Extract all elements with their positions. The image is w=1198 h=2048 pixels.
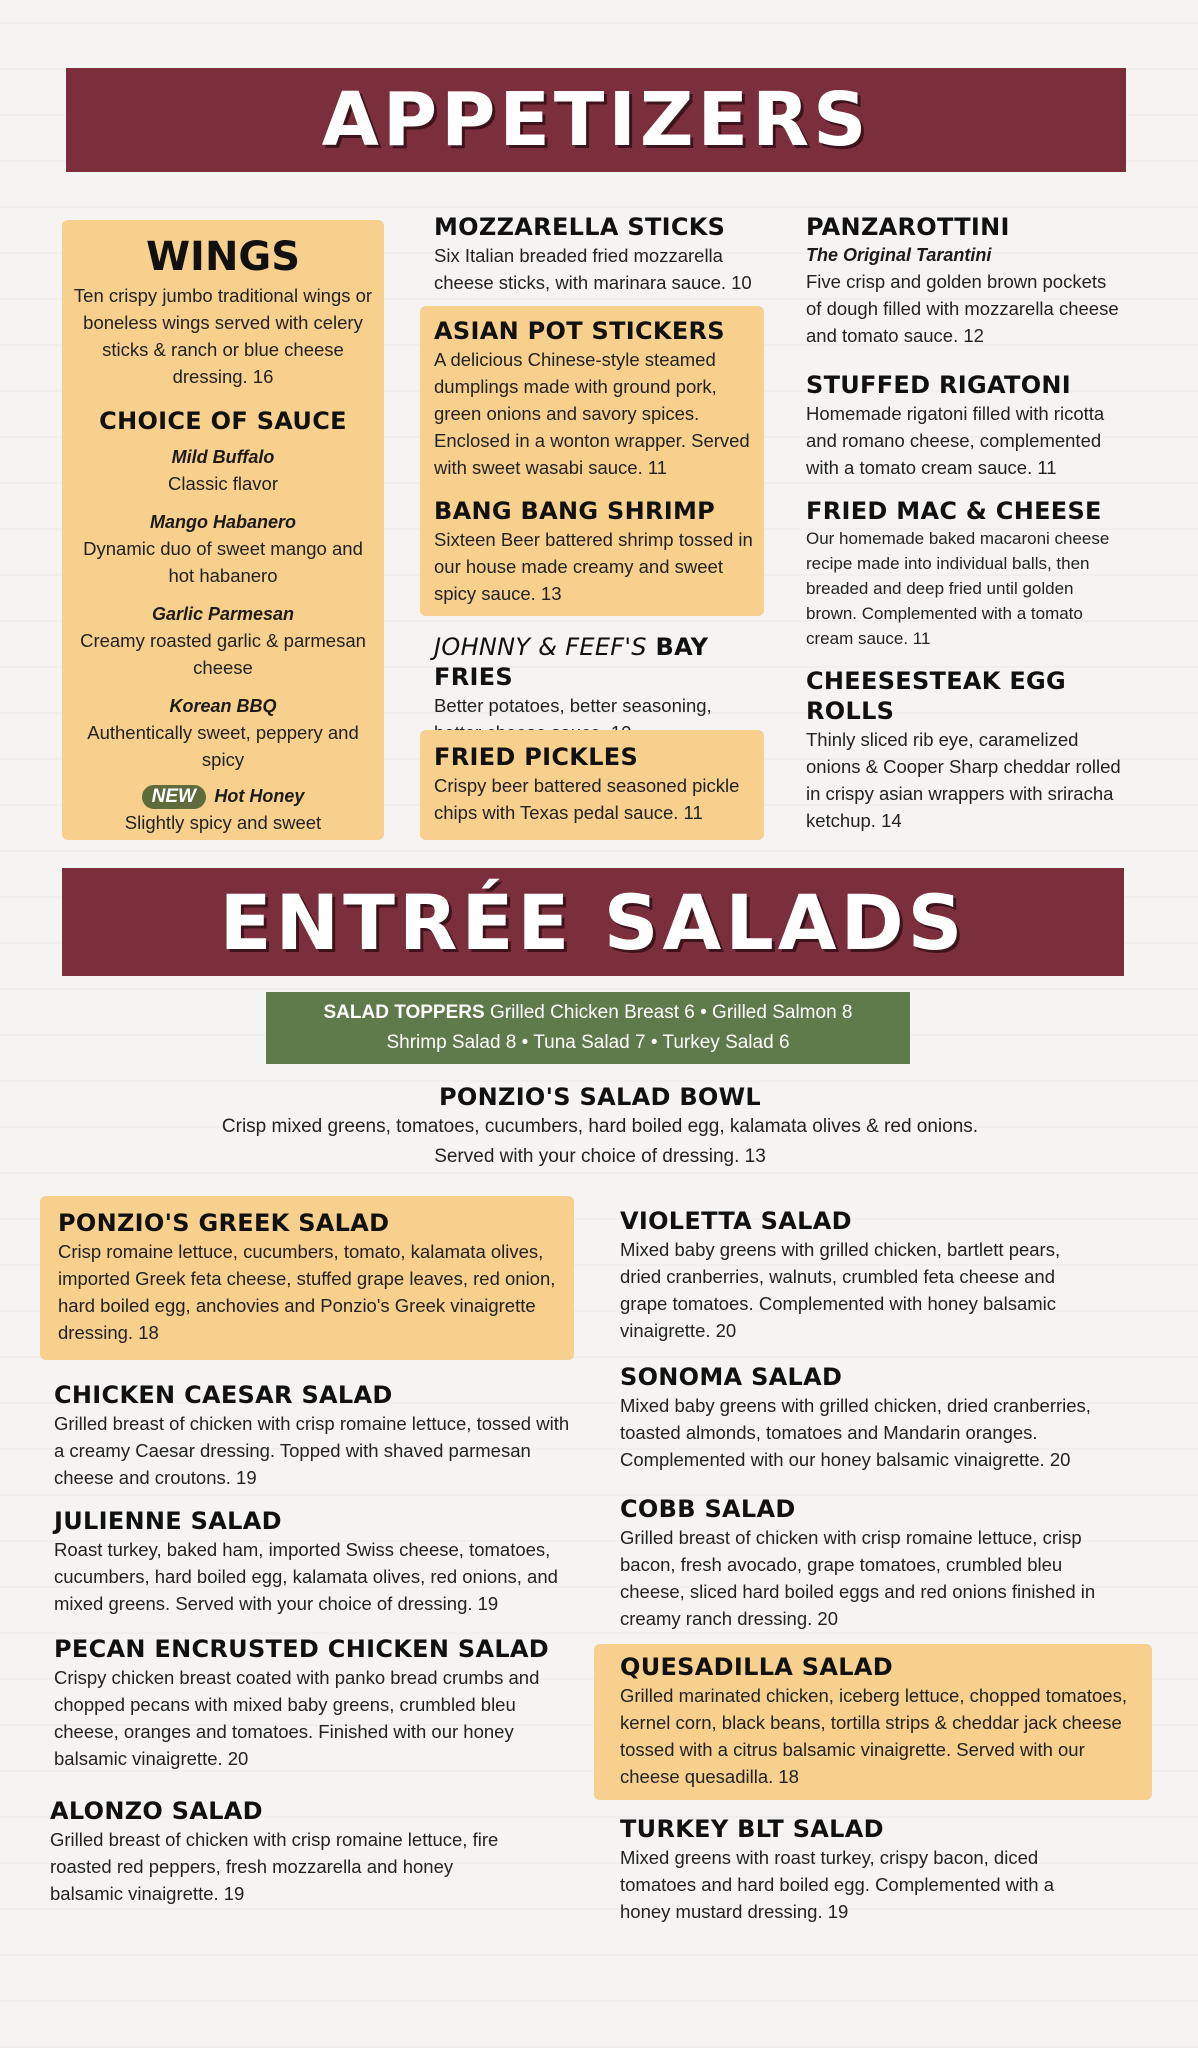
sauce-desc: Creamy roasted garlic & parmesan cheese — [80, 630, 366, 678]
item-subtitle: The Original Tarantini — [806, 245, 992, 265]
item-title — [434, 632, 764, 692]
item-desc: Sixteen Beer battered shrimp tossed in our house made creamy and sweet spicy sauce. 13 — [434, 529, 753, 604]
item-desc: Our homemade baked macaroni cheese recipe made into individual balls, then breaded and deep fried until golden brown. Complemented with a tomato cream sauce. 11 — [806, 529, 1110, 648]
appetizers-banner — [66, 68, 1126, 172]
bay-fries-script-title: JOHNNY & FEEF'S — [434, 633, 647, 661]
item-desc: Mixed greens with roast turkey, crispy bacon, diced tomatoes and hard boiled egg. Complemented with a honey mustard dressing. 19 — [620, 1847, 1054, 1922]
item-desc: Crispy chicken breast coated with panko bread crumbs and chopped pecans with mixed baby greens, crumbled bleu cheese, oranges and tomatoes. Finished with our honey balsamic vinaigrette. 20 — [54, 1667, 540, 1769]
item-title: PONZIO'S SALAD BOWL — [439, 1083, 761, 1111]
new-badge: NEW — [142, 785, 206, 809]
item-desc: Five crisp and golden brown pockets of dough filled with mozzarella cheese and tomato sauce. 12 — [806, 271, 1119, 346]
item-title: BANG BANG SHRIMP — [434, 497, 716, 525]
turkey-blt-salad — [620, 1814, 1060, 1925]
sauce-name: Mango Habanero — [149, 512, 296, 532]
choice-of-sauce-title: CHOICE OF SAUCE — [99, 407, 347, 435]
sauce-name: Garlic Parmesan — [151, 604, 295, 624]
toppers-label: SALAD TOPPERS — [323, 1002, 485, 1023]
item-desc: A delicious Chinese-style steamed dumplings made with ground pork, green onions and savory spices. Enclosed in a wonton wrapper. Served with sweet wasabi sauce. 11 — [434, 349, 750, 478]
ponzios-salad-bowl — [100, 1082, 1100, 1172]
sauce-desc: Dynamic duo of sweet mango and hot habanero — [83, 538, 363, 586]
sauce-desc: Classic flavor — [168, 473, 278, 494]
item-desc: Roast turkey, baked ham, imported Swiss cheese, tomatoes, cucumbers, hard boiled egg, kalamata olives, red onions, and mixed greens. Served with your choice of dressing. 19 — [54, 1539, 558, 1614]
chicken-caesar-salad — [54, 1380, 574, 1491]
item-desc: Better potatoes, better seasoning, — [434, 695, 712, 716]
item-title: MOZZARELLA STICKS — [434, 213, 726, 241]
asian-pot-stickers — [434, 316, 756, 481]
toppers-list-2: Shrimp Salad 8 • Tuna Salad 7 • Turkey Salad 6 — [386, 1032, 790, 1053]
bang-bang-shrimp — [434, 496, 756, 607]
item-title: VIOLETTA SALAD — [620, 1207, 852, 1235]
wings-title: WINGS — [145, 234, 301, 280]
item-desc: Crispy beer battered seasoned pickle chips with Texas pedal sauce. 11 — [434, 775, 740, 823]
item-title: FRIED MAC & CHEESE — [806, 497, 1102, 525]
pecan-encrusted-chicken-salad — [54, 1634, 574, 1772]
panzarottini — [806, 212, 1126, 349]
item-title: PONZIO'S GREEK SALAD — [58, 1209, 390, 1237]
sauce-name: Hot Honey — [214, 786, 305, 806]
fried-pickles — [434, 742, 756, 826]
item-title: CHICKEN CAESAR SALAD — [54, 1381, 393, 1409]
entree-salads-banner — [62, 868, 1124, 976]
sauce-list — [72, 444, 374, 836]
cobb-salad — [620, 1494, 1110, 1632]
stuffed-rigatoni — [806, 370, 1126, 481]
item-desc-2: Served with your choice of dressing. 13 — [434, 1146, 766, 1167]
item-title: JULIENNE SALAD — [54, 1507, 282, 1535]
mozzarella-sticks — [434, 212, 754, 296]
quesadilla-salad — [620, 1652, 1140, 1790]
item-desc: Thinly sliced rib eye, caramelized onions & Cooper Sharp cheddar rolled in crispy asian wrappers with sriracha ketchup. 14 — [806, 729, 1121, 831]
item-title: SONOMA SALAD — [620, 1363, 843, 1391]
salad-toppers — [266, 992, 910, 1064]
entree-salads-title: ENTRÉE SALADS — [219, 877, 967, 967]
item-desc: Mixed baby greens with grilled chicken, dried cranberries, toasted almonds, tomatoes and Mandarin oranges. Complemented with our honey balsamic vinaigrette. 20 — [620, 1395, 1091, 1470]
wings-section — [72, 230, 374, 836]
alonzo-salad — [50, 1796, 510, 1907]
cheesesteak-egg-rolls — [806, 666, 1126, 834]
item-title: ASIAN POT STICKERS — [434, 317, 725, 345]
violetta-salad — [620, 1206, 1100, 1344]
sauce-desc: Slightly spicy and sweet — [124, 812, 322, 833]
toppers-line-1 — [266, 998, 910, 1028]
item-title: STUFFED RIGATONI — [806, 371, 1072, 399]
item-desc: Six Italian breaded fried mozzarella cheese sticks, with marinara sauce. 10 — [434, 245, 752, 293]
item-title: FRIED PICKLES — [434, 743, 639, 771]
wings-desc: Ten crispy jumbo traditional wings or boneless wings served with celery sticks & ranch or blue cheese dressing. 16 — [73, 285, 373, 387]
julienne-salad — [54, 1506, 574, 1617]
item-title: PECAN ENCRUSTED CHICKEN SALAD — [54, 1635, 550, 1663]
hot-honey-row — [72, 783, 374, 809]
toppers-list-1: Grilled Chicken Breast 6 • Grilled Salmon 8 — [489, 1002, 853, 1023]
item-desc: Homemade rigatoni filled with ricotta and romano cheese, complemented with a tomato cream sauce. 11 — [806, 403, 1105, 478]
item-title: QUESADILLA SALAD — [620, 1653, 893, 1681]
appetizers-title: APPETIZERS — [321, 77, 871, 163]
sauce-name: Mild Buffalo — [171, 447, 275, 467]
ponzios-greek-salad — [58, 1208, 564, 1346]
item-desc: Grilled breast of chicken with crisp romaine lettuce, crisp bacon, fresh avocado, grape tomatoes, crumbled bleu cheese, sliced hard boiled eggs and red onions finished in creamy ranch dressing. 20 — [620, 1527, 1096, 1629]
bay-fries-title: BAY FRIES — [434, 633, 709, 691]
item-desc: Grilled breast of chicken with crisp romaine lettuce, tossed with a creamy Caesar dressing. Topped with shaved parmesan cheese and croutons. 19 — [54, 1413, 570, 1488]
fried-mac-cheese — [806, 496, 1126, 651]
item-desc: Mixed baby greens with grilled chicken, bartlett pears, dried cranberries, walnuts, crumbled feta cheese and grape tomatoes. Complemented with honey balsamic vinaigrette. 20 — [620, 1239, 1061, 1341]
item-title: TURKEY BLT SALAD — [620, 1815, 884, 1843]
item-desc: Grilled marinated chicken, iceberg lettuce, chopped tomatoes, kernel corn, black beans, tortilla strips & cheddar jack cheese tossed with a citrus balsamic vinaigrette. Served with our cheese quesadilla. 18 — [620, 1685, 1127, 1787]
item-title: PANZAROTTINI — [806, 213, 1010, 241]
sonoma-salad — [620, 1362, 1110, 1473]
item-desc: Crisp romaine lettuce, cucumbers, tomato, kalamata olives, imported Greek feta cheese, stuffed grape leaves, red onion, hard boiled egg, anchovies and Ponzio's Greek vinaigrette dressing. 18 — [58, 1241, 556, 1343]
item-desc: Grilled breast of chicken with crisp romaine lettuce, fire roasted red peppers, fresh mozzarella and honey balsamic vinaigrette. 19 — [50, 1829, 499, 1904]
item-desc-1: Crisp mixed greens, tomatoes, cucumbers, hard boiled egg, kalamata olives & red onions. — [221, 1116, 979, 1137]
item-title: CHEESESTEAK EGG ROLLS — [806, 667, 1067, 725]
item-title: ALONZO SALAD — [50, 1797, 263, 1825]
sauce-desc: Authentically sweet, peppery and spicy — [87, 722, 359, 770]
sauce-name: Korean BBQ — [169, 696, 277, 716]
bay-fries — [434, 632, 764, 746]
item-title: COBB SALAD — [620, 1495, 796, 1523]
